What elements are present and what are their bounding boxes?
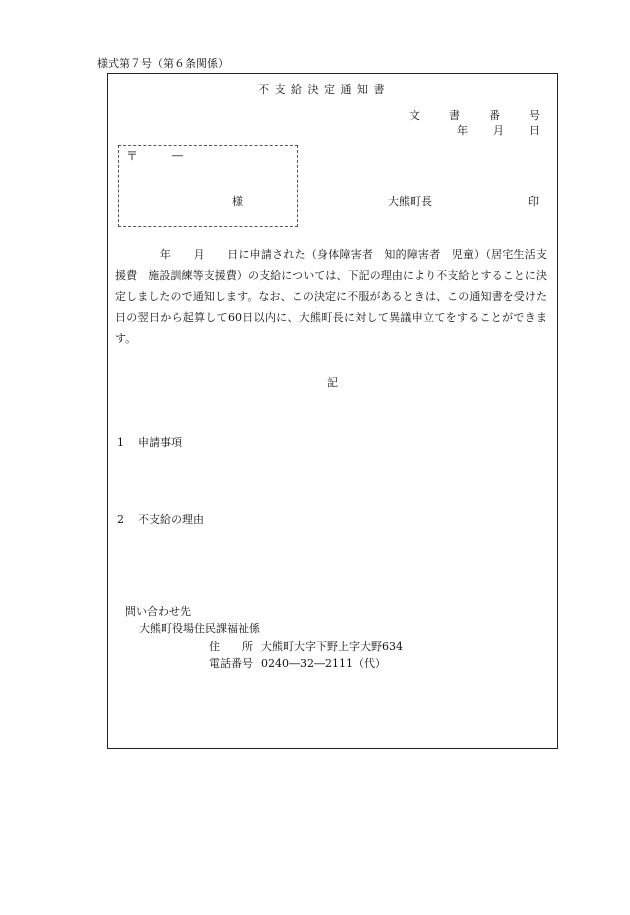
document-title: 不 支 給 決 定 通 知 書	[258, 83, 386, 96]
item-1-label: 申請事項	[138, 436, 182, 449]
seal-mark: 印	[528, 195, 539, 208]
contact-phone	[209, 658, 386, 669]
item-2-label: 不支給の理由	[138, 513, 204, 526]
date-year: 年	[457, 124, 468, 137]
doc-number-char-1: 文	[409, 109, 420, 122]
address-box	[118, 145, 298, 227]
address-label: 住 所	[209, 640, 253, 653]
date-month: 月	[493, 124, 504, 137]
doc-number-char-3: 番	[489, 109, 500, 122]
date-day: 日	[529, 124, 540, 137]
contact-office: 大熊町役場住民課福祉係	[139, 622, 260, 635]
contact-heading: 問い合わせ先	[125, 605, 191, 618]
contact-address	[209, 641, 403, 652]
phone-label: 電話番号	[209, 657, 253, 670]
doc-number-char-4: 号	[529, 109, 540, 122]
date-label	[457, 125, 540, 136]
doc-number-char-2: 書	[449, 109, 460, 122]
body-text: 年 月 日に申請された（身体障害者 知的障害者 児童）（居宅生活支援費 施設訓練等支援費）の支給については、下記の理由により不支給とすることに決定しましたので通知します。なお、この決定に不服があるときは、この通知書を受けた日の翌日から起算して60日以内に、大熊町長に対して異議申立てをすることができます。	[115, 248, 547, 345]
document-number-label	[409, 110, 540, 121]
issuer-name: 大熊町長	[388, 195, 432, 208]
ki-heading: 記	[327, 376, 338, 389]
postal-mark: 〒	[126, 149, 139, 163]
recipient-suffix: 様	[232, 195, 243, 208]
item-2-number: 2	[117, 513, 124, 526]
phone-value: 0240―32―2111（代）	[261, 657, 386, 670]
item-1-number: 1	[117, 436, 124, 449]
postal-dash: ―	[172, 149, 183, 162]
form-label: 様式第７号（第６条関係）	[97, 57, 229, 70]
address-value: 大熊町大字下野上字大野634	[261, 640, 403, 653]
item-2	[117, 514, 204, 525]
item-1	[117, 437, 182, 448]
